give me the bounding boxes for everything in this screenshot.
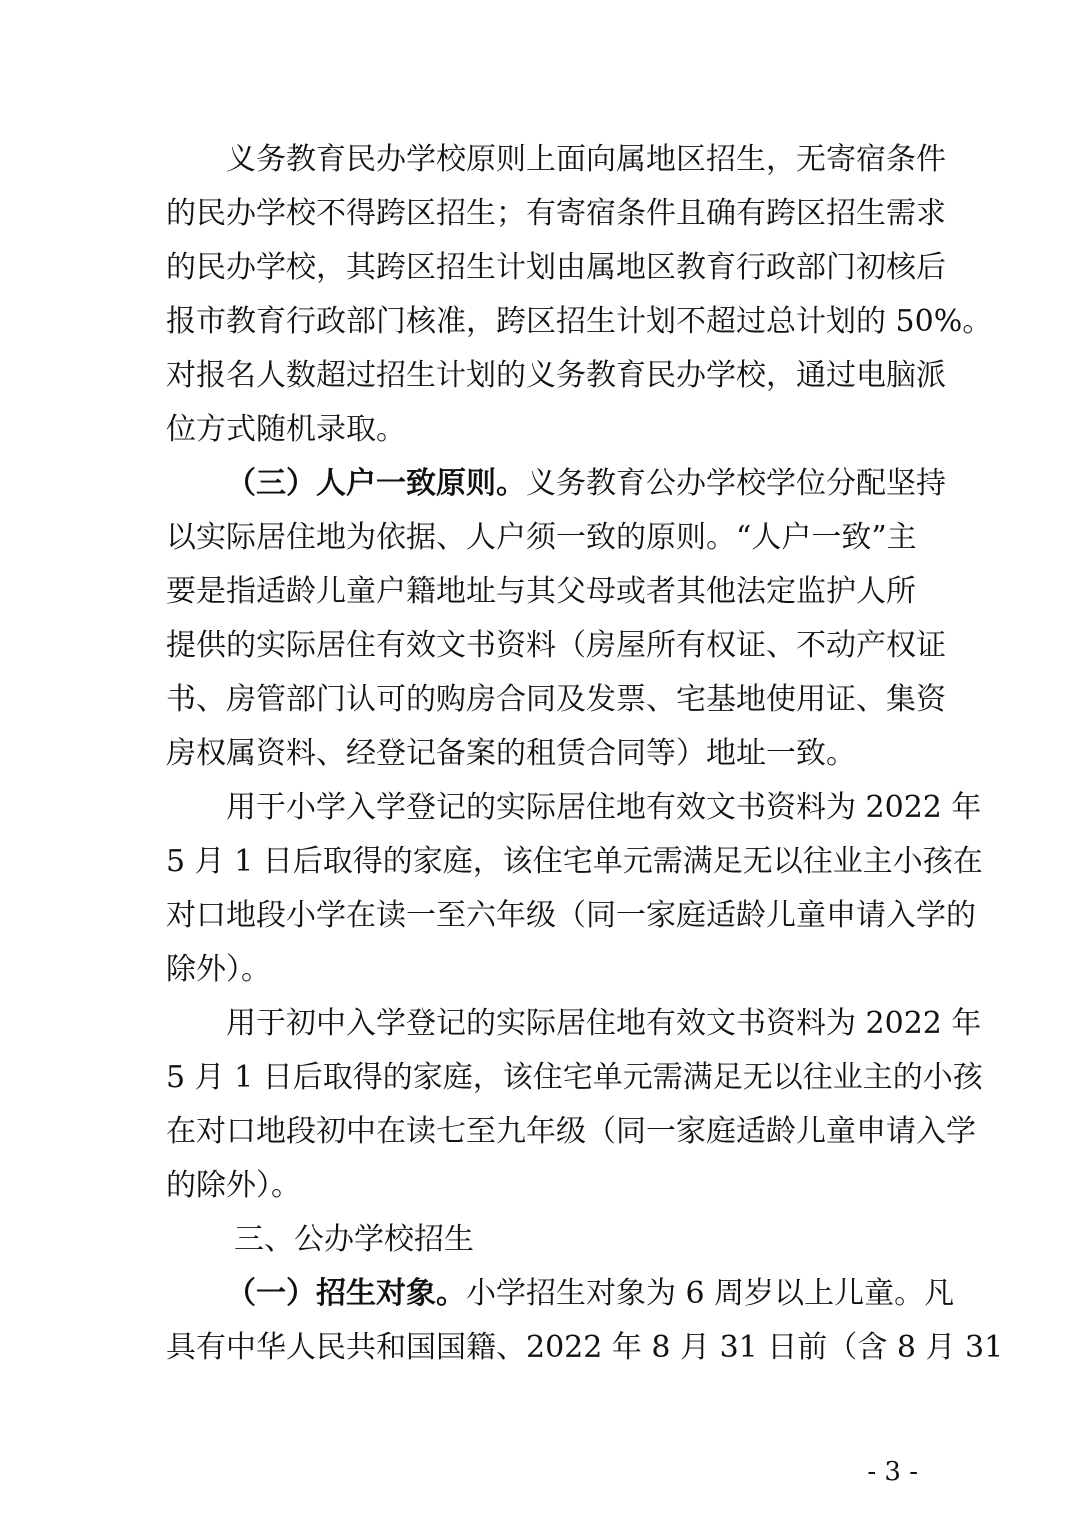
p5-line-2: 具有中华人民共和国国籍、2022 年 8 月 31 日前（含 8 月 31 [166,1330,1004,1365]
p1-line-6: 位方式随机录取。 [166,412,406,447]
p1-line-5: 对报名人数超过招生计划的义务教育民办学校，通过电脑派 [166,358,946,393]
p2-line-6: 房权属资料、经登记备案的租赁合同等）地址一致。 [166,736,856,771]
p4-line-1: 用于初中入学登记的实际居住地有效文书资料为 2022 年 [226,1006,982,1041]
p2-line-1 [226,462,946,506]
p5-first-rest: 小学招生对象为 6 周岁以上儿童。凡 [466,1276,955,1311]
p1-line-3: 的民办学校，其跨区招生计划由属地区教育行政部门初核后 [166,250,946,285]
p1-line-2: 的民办学校不得跨区招生；有寄宿条件且确有跨区招生需求 [166,196,946,231]
p4-line-2: 5 月 1 日后取得的家庭，该住宅单元需满足无以往业主的小孩 [166,1060,983,1095]
p3-line-4: 除外）。 [166,952,271,987]
page-number: - 3 - [867,1457,918,1487]
p2-line-2: 以实际居住地为依据、人户须一致的原则。“人户一致”主 [166,520,917,555]
p5-line-1 [226,1272,955,1316]
p2-line-3: 要是指适龄儿童户籍地址与其父母或者其他法定监护人所 [166,574,916,609]
p3-line-1: 用于小学入学登记的实际居住地有效文书资料为 2022 年 [226,790,982,825]
p4-line-3: 在对口地段初中在读七至九年级（同一家庭适龄儿童申请入学 [166,1114,976,1149]
p2-line-5: 书、房管部门认可的购房合同及发票、宅基地使用证、集资 [166,682,946,717]
p2-line-4: 提供的实际居住有效文书资料（房屋所有权证、不动产权证 [166,628,946,663]
p3-line-2: 5 月 1 日后取得的家庭，该住宅单元需满足无以往业主小孩在 [166,844,983,879]
p2-lead: （三）人户一致原则。 [226,466,526,501]
p3-line-3: 对口地段小学在读一至六年级（同一家庭适龄儿童申请入学的 [166,898,976,933]
p2-first-rest: 义务教育公办学校学位分配坚持 [526,466,946,501]
section-heading: 三、公办学校招生 [234,1222,474,1257]
p1-line-4: 报市教育行政部门核准，跨区招生计划不超过总计划的 50%。 [166,304,993,339]
p1-line-1: 义务教育民办学校原则上面向属地区招生，无寄宿条件 [226,142,946,177]
p5-lead: （一）招生对象。 [226,1276,466,1311]
p4-line-4: 的除外）。 [166,1168,301,1203]
